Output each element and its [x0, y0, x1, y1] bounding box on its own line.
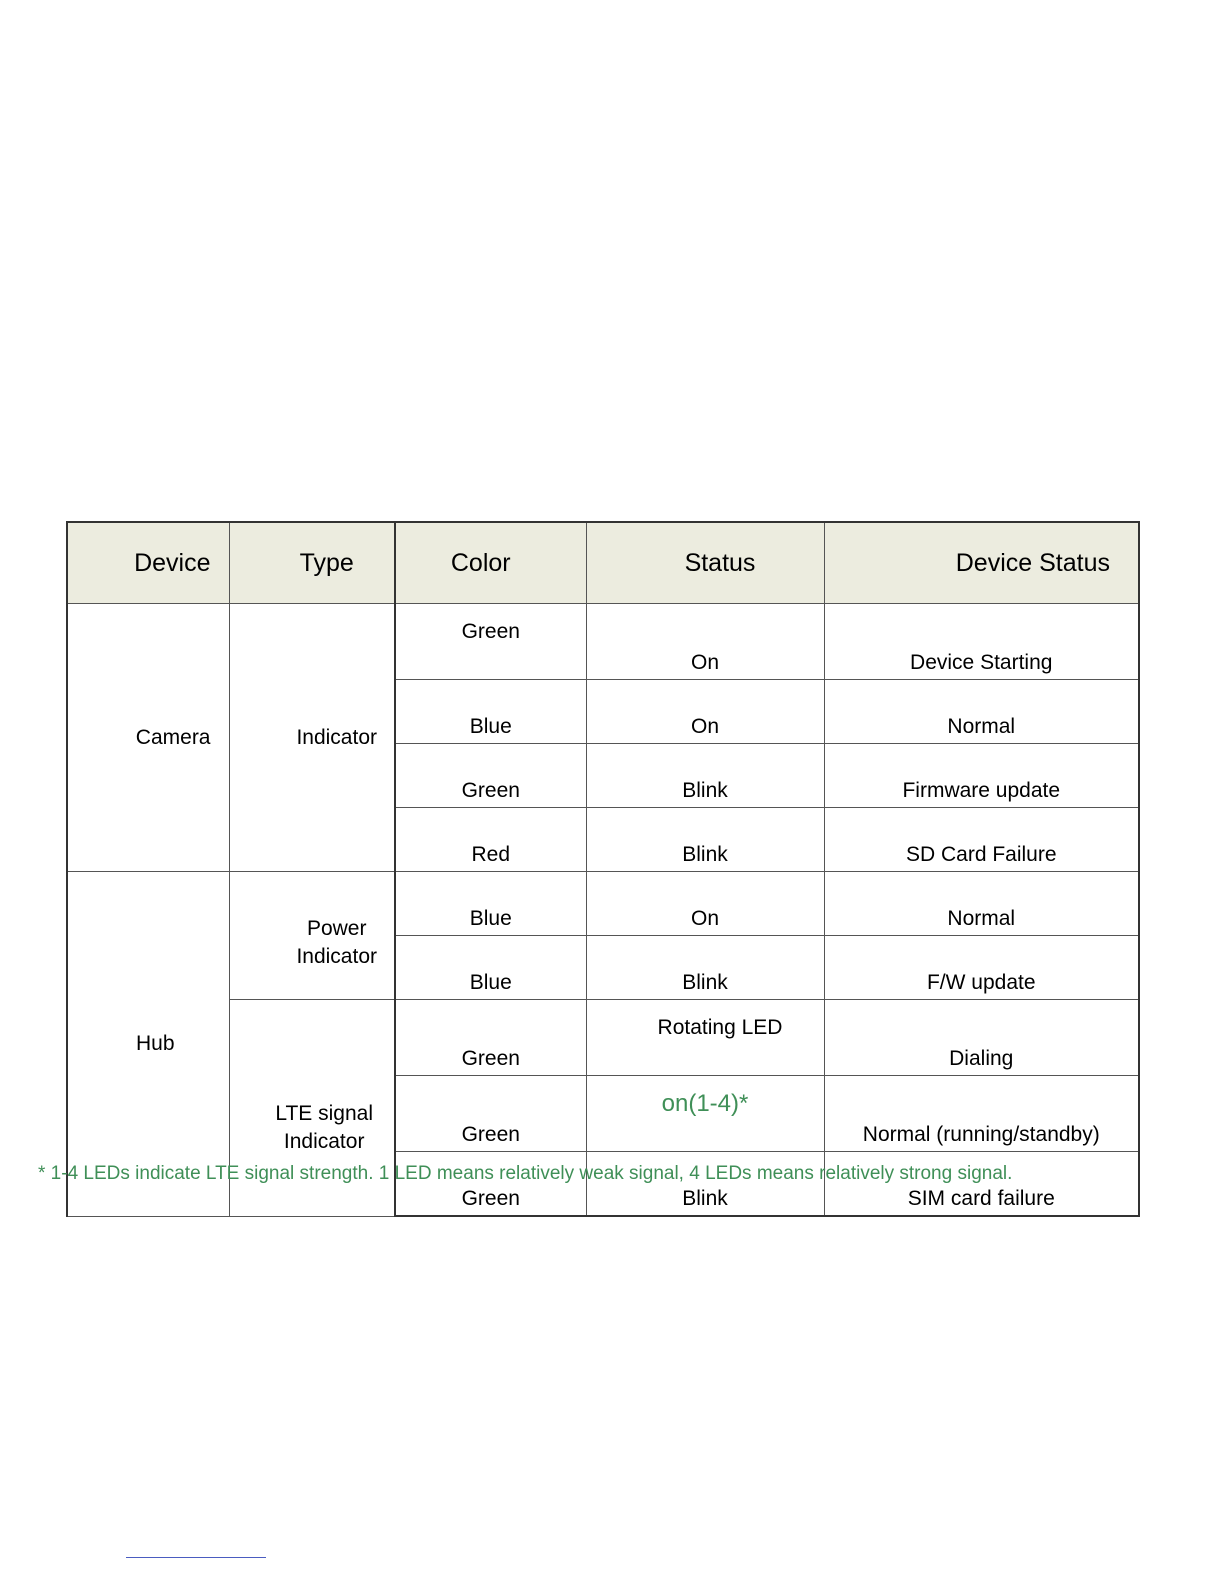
color-cell: Green: [395, 1076, 586, 1152]
color-cell: Green: [395, 604, 586, 680]
status-cell: On: [586, 604, 824, 680]
color-cell: Green: [395, 1152, 586, 1217]
type-indicator: Indicator: [229, 604, 395, 872]
footnote-separator-line: [126, 1557, 266, 1558]
status-cell: Blink: [586, 936, 824, 1000]
type-lte-line2: Indicator: [283, 1129, 365, 1153]
header-type: Type: [229, 522, 395, 604]
type-power-indicator: [229, 872, 395, 1000]
type-power-line2: Indicator: [296, 944, 377, 968]
status-cell-signal-strength: on(1-4)*: [586, 1076, 824, 1152]
header-device-status: Device Status: [824, 522, 1139, 604]
color-cell: Green: [395, 1000, 586, 1076]
device-status-cell: F/W update: [824, 936, 1139, 1000]
led-status-table: [66, 521, 1140, 1217]
device-hub: Hub: [67, 872, 229, 1217]
device-status-cell: Normal (running/standby): [824, 1076, 1139, 1152]
header-device: Device: [67, 522, 229, 604]
status-cell: Blink: [586, 808, 824, 872]
status-cell: Rotating LED: [586, 1000, 824, 1076]
type-lte-line1: LTE signal: [275, 1101, 373, 1125]
device-status-cell: SIM card failure: [824, 1152, 1139, 1217]
header-status: Status: [586, 522, 824, 604]
device-status-cell: Normal: [824, 680, 1139, 744]
header-color: Color: [395, 522, 586, 604]
table-header-row: [67, 522, 1139, 604]
device-status-cell: Normal: [824, 872, 1139, 936]
color-cell: Blue: [395, 872, 586, 936]
color-cell: Blue: [395, 936, 586, 1000]
color-cell: Blue: [395, 680, 586, 744]
device-status-cell: Firmware update: [824, 744, 1139, 808]
table-row: [67, 872, 1139, 936]
lte-footnote: * 1-4 LEDs indicate LTE signal strength. 1 LED means relatively weak signal, 4 LEDs means relatively strong signal.: [38, 1163, 1013, 1184]
status-cell: Blink: [586, 744, 824, 808]
device-camera: Camera: [67, 604, 229, 872]
type-power-line1: Power: [306, 916, 367, 940]
device-status-cell: Dialing: [824, 1000, 1139, 1076]
status-cell: On: [586, 872, 824, 936]
table-row: [67, 604, 1139, 680]
color-cell: Red: [395, 808, 586, 872]
status-cell: Blink: [586, 1152, 824, 1217]
status-cell: On: [586, 680, 824, 744]
color-cell: Green: [395, 744, 586, 808]
device-status-cell: Device Starting: [824, 604, 1139, 680]
device-status-cell: SD Card Failure: [824, 808, 1139, 872]
